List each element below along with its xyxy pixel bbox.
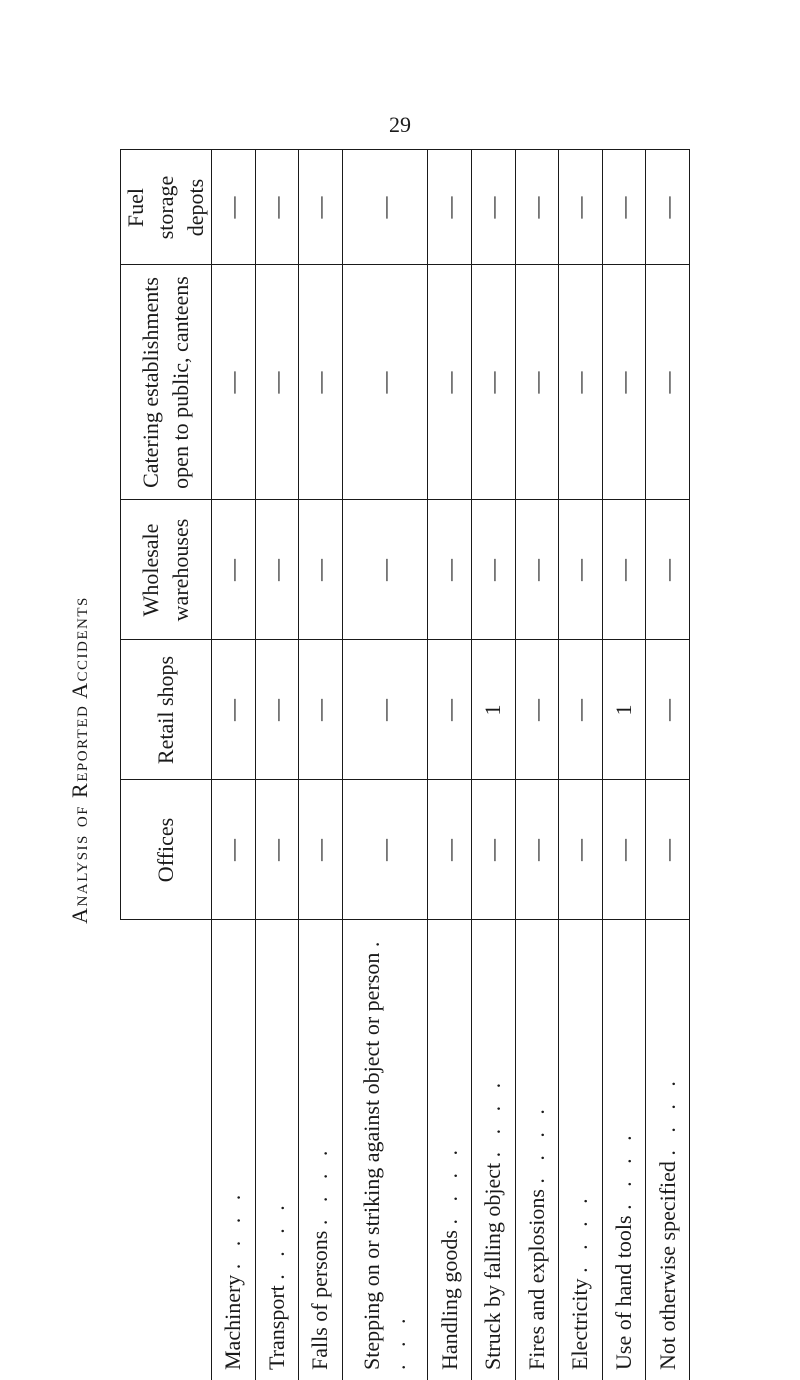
row-label: Electricity (567, 1278, 592, 1370)
cell-value: — (299, 150, 343, 265)
cell-value: — (646, 150, 690, 265)
cell-value: — (342, 780, 428, 920)
cell-value: 1 (471, 640, 515, 780)
cell-value: — (342, 265, 428, 500)
cell-value: 1 (602, 640, 646, 780)
table-row (428, 150, 472, 1380)
leader-dots: . . . . (524, 1103, 549, 1184)
cell-value: — (515, 500, 559, 640)
leader-dots: . . . . (359, 936, 410, 1370)
row-label: Stepping on or striking against object or person (359, 953, 384, 1370)
leader-dots: . . . . (480, 1077, 505, 1158)
cell-value: — (212, 500, 256, 640)
cell-value: — (646, 780, 690, 920)
table-row (471, 150, 515, 1380)
cell-value: — (471, 150, 515, 265)
cell-value: — (559, 150, 603, 265)
table-row (602, 150, 646, 1380)
cell-value: — (646, 500, 690, 640)
table-row (515, 150, 559, 1380)
cell-value: — (559, 640, 603, 780)
cell-value: — (212, 265, 256, 500)
table-row (646, 150, 690, 1380)
cell-value: — (559, 265, 603, 500)
cell-value: — (428, 150, 472, 265)
row-label: Machinery (220, 1275, 245, 1370)
cell-value: — (255, 640, 299, 780)
row-label: Struck by falling object (480, 1163, 505, 1370)
cell-value: — (342, 150, 428, 265)
cell-value: — (255, 265, 299, 500)
running-title: Analysis of Reported Accidents (67, 596, 93, 924)
row-label: Fires and explosions (524, 1189, 549, 1370)
cell-value: — (559, 500, 603, 640)
cell-value: — (515, 265, 559, 500)
header-row (121, 150, 212, 1380)
cell-value: — (515, 780, 559, 920)
cell-value: — (255, 500, 299, 640)
cell-value: — (255, 780, 299, 920)
leader-dots: . . . . (264, 1199, 289, 1280)
row-label: Not otherwise specified (655, 1161, 680, 1370)
cell-value: — (428, 500, 472, 640)
row-label: Falls of persons (307, 1231, 332, 1370)
cell-value: — (602, 500, 646, 640)
leader-dots: . . . . (567, 1192, 592, 1273)
leader-dots: . . . . (611, 1129, 636, 1210)
header-blank (121, 920, 212, 1380)
cell-value: — (212, 780, 256, 920)
cell-value: — (646, 265, 690, 500)
column-header: Wholesale warehouses (121, 500, 212, 640)
cell-value: — (602, 150, 646, 265)
cell-value: — (212, 640, 256, 780)
cell-value: — (471, 265, 515, 500)
leader-dots: . . . . (307, 1145, 332, 1226)
cell-value: — (428, 640, 472, 780)
column-header: Offices (121, 780, 212, 920)
cell-value: — (342, 500, 428, 640)
column-header: Retail shops (121, 640, 212, 780)
cell-value: — (515, 150, 559, 265)
column-header: Fuel storage depots (121, 150, 212, 265)
leader-dots: . . . . (655, 1075, 680, 1156)
cell-value: — (515, 640, 559, 780)
table-row (255, 150, 299, 1380)
table-row (559, 150, 603, 1380)
cell-value: — (255, 150, 299, 265)
cell-value: — (342, 640, 428, 780)
leader-dots: . . . . (220, 1189, 245, 1270)
cell-value: — (428, 780, 472, 920)
row-label: Handling goods (437, 1230, 462, 1370)
cell-value: — (471, 780, 515, 920)
table-row (212, 150, 256, 1380)
cell-value: — (299, 640, 343, 780)
cell-value: — (602, 780, 646, 920)
row-label: Transport (264, 1285, 289, 1370)
cell-value: — (299, 500, 343, 640)
accidents-table-rotated (120, 150, 690, 1380)
accidents-table (120, 150, 690, 1380)
cell-value: — (299, 780, 343, 920)
page-number: 29 (370, 112, 430, 138)
cell-value: — (212, 150, 256, 265)
cell-value: — (559, 780, 603, 920)
table-row (342, 150, 428, 1380)
cell-value: — (299, 265, 343, 500)
column-header: Catering establishments open to public, canteens (121, 265, 212, 500)
row-label: Use of hand tools (611, 1215, 636, 1370)
cell-value: — (471, 500, 515, 640)
leader-dots: . . . . (437, 1144, 462, 1225)
cell-value: — (602, 265, 646, 500)
cell-value: — (428, 265, 472, 500)
table-row (299, 150, 343, 1380)
cell-value: — (646, 640, 690, 780)
